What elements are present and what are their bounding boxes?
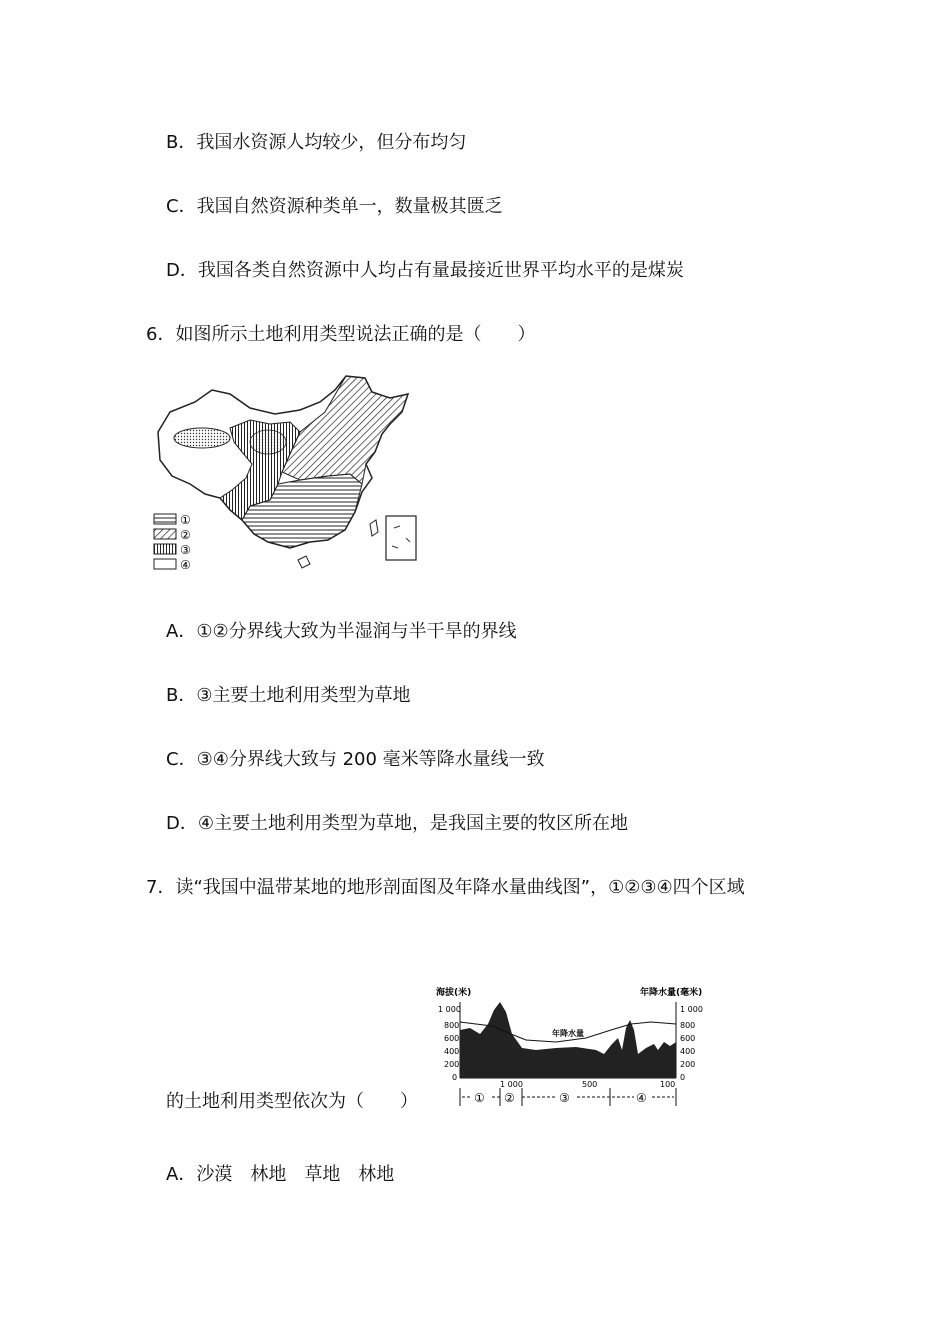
legend-3: ③ <box>180 543 191 557</box>
curve-label: 年降水量 <box>552 1029 584 1038</box>
q6-option-c: C．③④分界线大致与 200 毫米等降水量线一致 <box>166 749 545 770</box>
left-axis-title: 海拔(米) <box>436 988 472 998</box>
zone-3: ③ <box>559 1091 570 1105</box>
q5-option-c: C．我国自然资源种类单一，数量极其匮乏 <box>166 196 503 217</box>
right-tick: 200 <box>680 1060 696 1069</box>
q5-option-b: B．我国水资源人均较少，但分布均匀 <box>166 132 467 153</box>
right-tick: 600 <box>680 1034 696 1043</box>
legend-4: ④ <box>180 558 191 572</box>
q6-stem: 6．如图所示土地利用类型说法正确的是（ ） <box>146 324 536 345</box>
x-tick: 500 <box>582 1080 598 1089</box>
legend-2: ② <box>180 528 191 542</box>
q6-china-land-use-map <box>150 372 420 582</box>
left-tick: 600 <box>444 1034 460 1043</box>
q7-option-a: A．沙漠 林地 草地 林地 <box>166 1164 395 1185</box>
q6-option-d: D．④主要土地利用类型为草地，是我国主要的牧区所在地 <box>166 813 628 834</box>
zone-2: ② <box>504 1091 515 1105</box>
left-tick: 0 <box>452 1073 458 1082</box>
q5-option-d: D．我国各类自然资源中人均占有量最接近世界平均水平的是煤炭 <box>166 260 684 281</box>
q7-terrain-profile-figure <box>436 984 703 1108</box>
q6-option-a: A．①②分界线大致为半湿润与半干旱的界线 <box>166 621 517 642</box>
right-tick: 800 <box>680 1021 696 1030</box>
q6-option-b: B．③主要土地利用类型为草地 <box>166 685 411 706</box>
x-tick: 100 <box>660 1080 676 1089</box>
right-axis-title: 年降水量(毫米) <box>640 988 703 998</box>
legend-1: ① <box>180 513 191 527</box>
left-tick: 1 000 <box>438 1005 461 1014</box>
q7-stem-line1: 7．读“我国中温带某地的地形剖面图及年降水量曲线图”，①②③④四个区域 <box>146 877 745 898</box>
right-tick: 1 000 <box>680 1005 703 1014</box>
q7-stem-line2: 的土地利用类型依次为（ ） <box>166 1091 418 1112</box>
x-tick: 1 000 <box>500 1080 523 1089</box>
right-tick: 400 <box>680 1047 696 1056</box>
right-tick: 0 <box>680 1073 686 1082</box>
zone-4: ④ <box>636 1091 647 1105</box>
left-tick: 400 <box>444 1047 460 1056</box>
left-tick: 200 <box>444 1060 460 1069</box>
map-legend <box>154 513 191 572</box>
zone-1: ① <box>474 1091 485 1105</box>
left-tick: 800 <box>444 1021 460 1030</box>
